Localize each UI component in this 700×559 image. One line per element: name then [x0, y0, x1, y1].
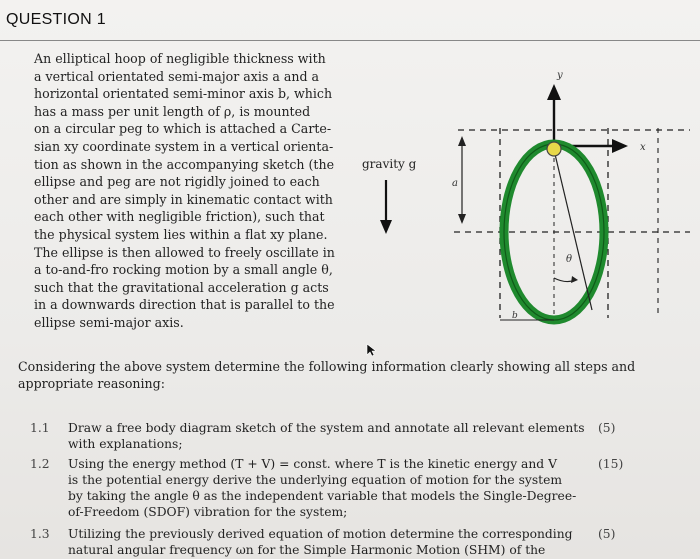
- gravity-arrowhead: [380, 220, 392, 234]
- problem-statement: [34, 50, 346, 332]
- problem-statement-line: the physical system lies within a flat xy plane.: [34, 226, 328, 242]
- problem-statement-line: horizontal orientated semi-minor axis b, which: [34, 86, 333, 102]
- a-label: a: [452, 178, 458, 189]
- task-text-line: Utilizing the previously derived equation of motion determine the corresponding: [68, 527, 573, 541]
- ellipse-sketch: [352, 60, 700, 340]
- problem-statement-line: on a circular peg to which is attached a Carte-: [34, 121, 332, 137]
- task-text: [68, 420, 588, 452]
- task-text-line: with explanations;: [68, 437, 183, 451]
- problem-statement-line: ellipse semi-major axis.: [34, 314, 184, 330]
- x-label: x: [640, 142, 646, 153]
- problem-statement-line: in a downwards direction that is parallel to the: [34, 297, 335, 313]
- task-number: 1.1: [30, 421, 50, 435]
- task-text-line: Using the energy method (T + V) = const. where T is the kinetic energy and V: [68, 457, 557, 471]
- x-axis-arrowhead: [612, 139, 628, 153]
- problem-statement-line: each other with negligible friction), such that: [34, 209, 325, 225]
- task-text-line: is the potential energy derive the underlying equation of motion for the system: [68, 473, 563, 487]
- instructions-line: appropriate reasoning:: [18, 376, 165, 391]
- problem-statement-line: ellipse and peg are not rigidly joined to each: [34, 174, 320, 190]
- problem-statement-line: a vertical orientated semi-major axis a and a: [34, 68, 320, 84]
- question-title: QUESTION 1: [6, 11, 106, 28]
- y-axis-arrowhead: [547, 84, 561, 100]
- task-text-line: natural angular frequency ωn for the Simple Harmonic Motion (SHM) of the: [68, 543, 546, 557]
- task-text-line: Draw a free body diagram sketch of the system and annotate all relevant elements: [68, 421, 585, 435]
- task-number: 1.2: [30, 457, 50, 471]
- instructions-line: Considering the above system determine the following information clearly showing all steps and: [18, 359, 636, 374]
- problem-statement-line: such that the gravitational acceleration g acts: [34, 279, 329, 295]
- circular-peg: [547, 142, 561, 156]
- task-marks: (15): [598, 457, 624, 471]
- y-label: y: [557, 70, 563, 81]
- task-text-line: by taking the angle θ as the independent variable that models the Single-Degree-: [68, 489, 577, 503]
- b-label: b: [512, 311, 518, 321]
- task-text-line: of-Freedom (SDOF) vibration for the system;: [68, 505, 348, 519]
- problem-statement-line: sian xy coordinate system in a vertical orienta-: [34, 138, 334, 154]
- instructions-paragraph: [18, 358, 678, 392]
- problem-statement-line: other and are simply in kinematic contact with: [34, 191, 333, 207]
- question-header: [0, 0, 700, 41]
- task-marks: (5): [598, 421, 616, 435]
- problem-statement-line: An elliptical hoop of negligible thickness with: [34, 51, 326, 66]
- task-number: 1.3: [30, 527, 50, 541]
- theta-label: θ: [566, 254, 573, 265]
- problem-statement-line: a to-and-fro rocking motion by a small angle θ,: [34, 262, 333, 278]
- problem-statement-line: has a mass per unit length of ρ, is mounted: [34, 103, 311, 119]
- tilted-axis: [554, 150, 592, 310]
- problem-statement-line: tion as shown in the accompanying sketch (the: [34, 156, 335, 172]
- task-marks: (5): [598, 527, 616, 541]
- task-text: [68, 526, 588, 558]
- task-text: [68, 456, 588, 520]
- problem-statement-line: The ellipse is then allowed to freely oscillate in: [34, 244, 335, 260]
- gravity-label: gravity g: [362, 157, 417, 171]
- mouse-cursor: [366, 343, 378, 357]
